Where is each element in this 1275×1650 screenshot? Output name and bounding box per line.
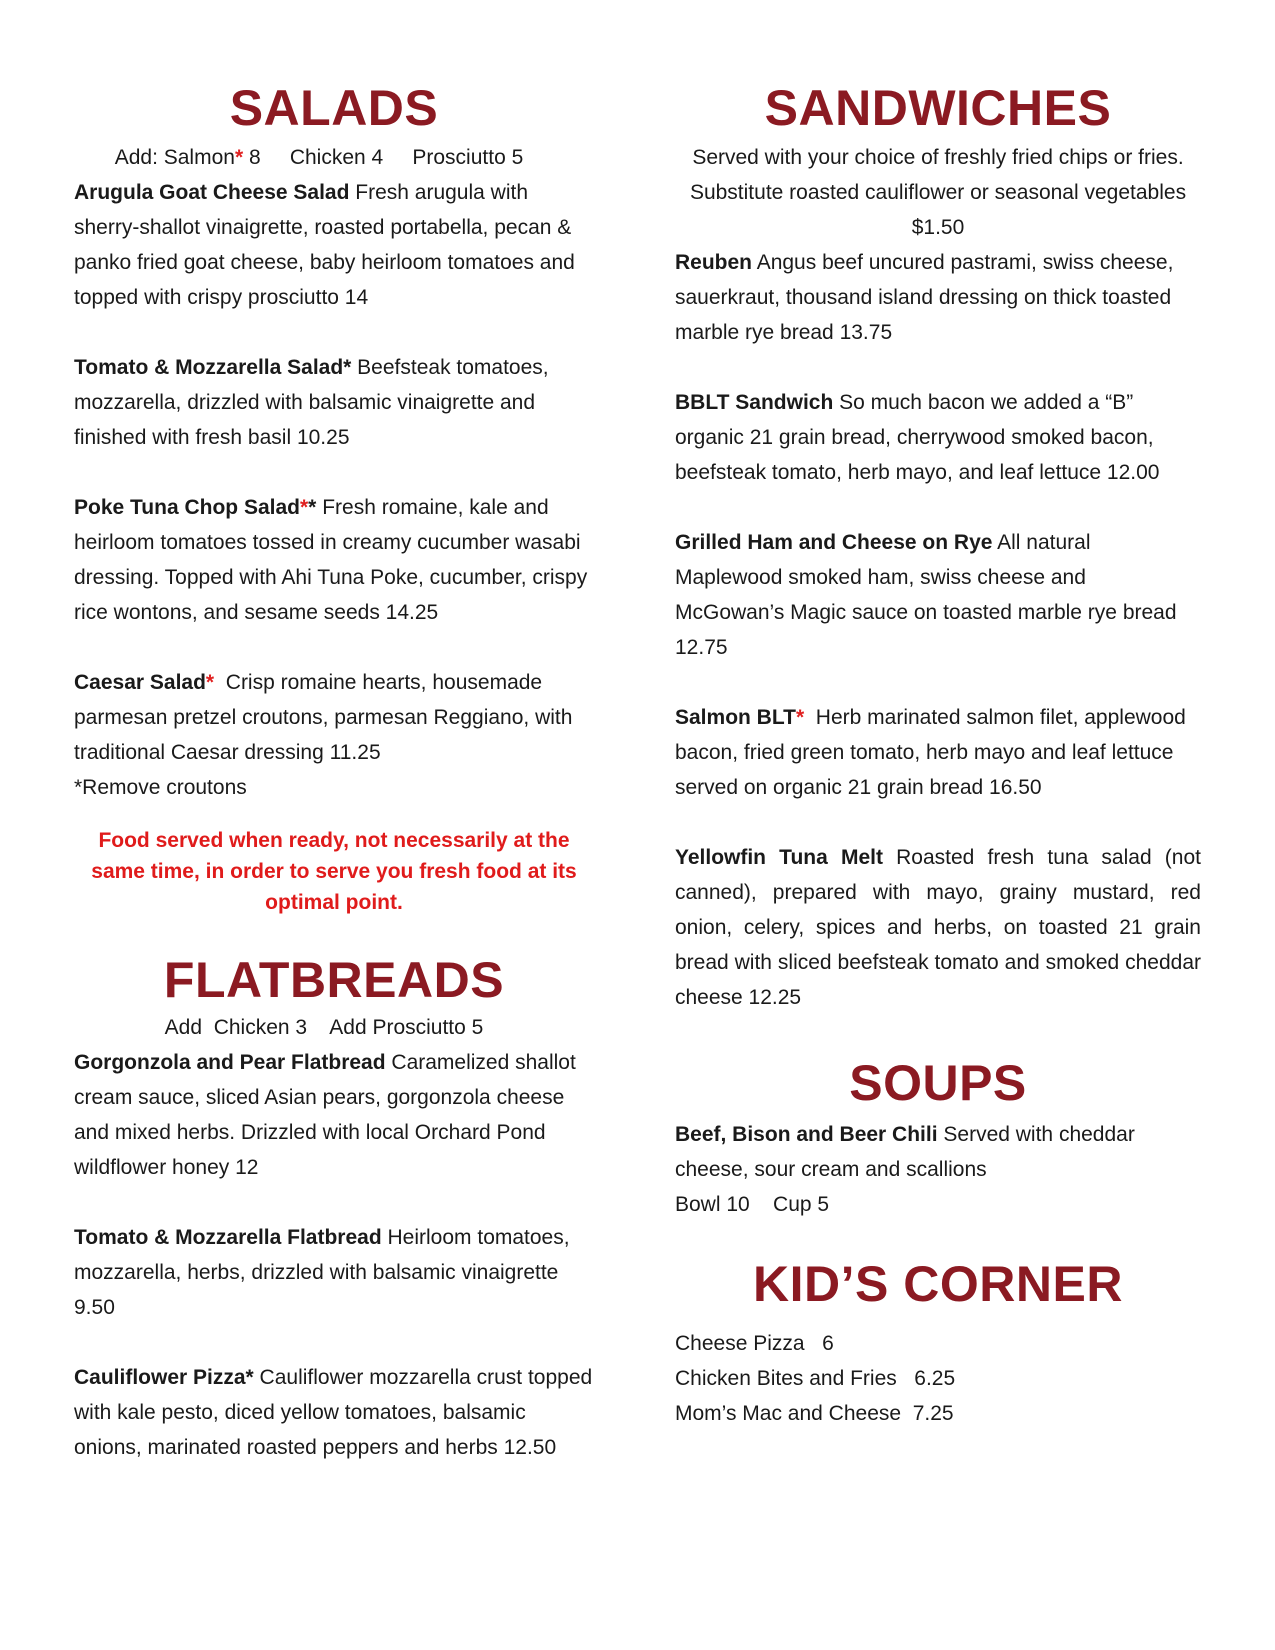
item-description: Served with cheddar cheese, sour cream and scallions bbox=[675, 1123, 1135, 1181]
salads-addons: Add: Salmon* 8 Chicken 4 Prosciutto 5 bbox=[114, 146, 524, 169]
right-column bbox=[675, 0, 1201, 1431]
list-item: Chicken Bites and Fries 6.25 bbox=[675, 1367, 956, 1390]
red-asterisk: * bbox=[205, 671, 215, 694]
item-note: *Remove croutons bbox=[74, 776, 247, 799]
asterisk: * bbox=[308, 496, 317, 519]
item-name: Reuben bbox=[675, 251, 753, 274]
item-description: Angus beef uncured pastrami, swiss cheese, sauerkraut, thousand island dressing on thick toasted marble rye bread 13.75 bbox=[675, 251, 1174, 344]
menu-item bbox=[74, 350, 594, 455]
menu-item bbox=[675, 385, 1201, 490]
menu-item bbox=[675, 700, 1201, 805]
item-description: Herb marinated salmon filet, applewood bacon, fried green tomato, herb mayo and leaf lettuce served on organic 21 grain bread 16.50 bbox=[675, 706, 1192, 799]
item-name: Grilled Ham and Cheese on Rye bbox=[675, 531, 993, 554]
item-name: Salmon BLT bbox=[675, 706, 796, 729]
item-name: Gorgonzola and Pear Flatbread bbox=[74, 1051, 386, 1074]
item-name: Caesar Salad bbox=[74, 671, 206, 694]
item-description: All natural Maplewood smoked ham, swiss cheese and McGowan’s Magic sauce on toasted marble rye bread 12.75 bbox=[675, 531, 1177, 659]
kids-list bbox=[675, 1326, 1201, 1431]
item-name: Arugula Goat Cheese Salad bbox=[74, 181, 350, 204]
left-column bbox=[74, 0, 594, 1500]
item-description: Fresh arugula with sherry-shallot vinaigrette, roasted portabella, pecan & panko fried goat cheese, baby heirloom tomatoes and topped with crispy prosciutto 14 bbox=[74, 181, 575, 309]
item-name: Beef, Bison and Beer Chili bbox=[675, 1123, 938, 1146]
item-description: Heirloom tomatoes, mozzarella, herbs, drizzled with balsamic vinaigrette 9.50 bbox=[74, 1226, 570, 1319]
notice-text: Food served when ready, not necessarily at the same time, in order to serve you fresh food at its optimal point. bbox=[91, 829, 577, 914]
red-asterisk: * bbox=[299, 496, 309, 519]
kids-title: KID’S CORNER bbox=[753, 1256, 1123, 1312]
menu-item bbox=[74, 1360, 594, 1465]
item-description: Crisp romaine hearts, housemade parmesan pretzel croutons, parmesan Reggiano, with traditional Caesar dressing 11.25 bbox=[74, 671, 579, 764]
menu-item bbox=[74, 665, 594, 805]
salads-title: SALADS bbox=[229, 80, 439, 136]
soups-title: SOUPS bbox=[849, 1055, 1027, 1111]
menu-item bbox=[675, 840, 1201, 1015]
item-description: So much bacon we added a “B” organic 21 grain bread, cherrywood smoked bacon, beefsteak tomato, herb mayo, and leaf lettuce 12.00 bbox=[675, 391, 1160, 484]
menu-item bbox=[74, 1045, 594, 1185]
menu-item bbox=[675, 525, 1201, 665]
item-description: Roasted fresh tuna salad (not canned), prepared with mayo, grainy mustard, red onion, celery, spices and herbs, on toasted 21 grain bread with sliced beefsteak tomato and smoked cheddar cheese 12.25 bbox=[675, 846, 1201, 1009]
item-prices: Bowl 10 Cup 5 bbox=[675, 1193, 830, 1216]
flatbreads-addons: Add Chicken 3 Add Prosciutto 5 bbox=[164, 1016, 484, 1039]
item-name: Tomato & Mozzarella Flatbread bbox=[74, 1226, 382, 1249]
item-description: Cauliflower mozzarella crust topped with kale pesto, diced yellow tomatoes, balsamic onions, marinated roasted peppers and herbs 12.50 bbox=[74, 1366, 593, 1459]
item-description: Fresh romaine, kale and heirloom tomatoes tossed in creamy cucumber wasabi dressing. Topped with Ahi Tuna Poke, cucumber, crispy rice wontons, and sesame seeds 14.25 bbox=[74, 496, 588, 624]
item-name: Tomato & Mozzarella Salad* bbox=[74, 356, 352, 379]
item-description: Caramelized shallot cream sauce, sliced Asian pears, gorgonzola cheese and mixed herbs. Drizzled with local Orchard Pond wildflower honey 12 bbox=[74, 1051, 576, 1179]
item-description: Beefsteak tomatoes, mozzarella, drizzled with balsamic vinaigrette and finished with fresh basil 10.25 bbox=[74, 356, 549, 449]
flatbreads-title: FLATBREADS bbox=[163, 952, 505, 1008]
sandwiches-title: SANDWICHES bbox=[764, 80, 1112, 136]
menu-item bbox=[74, 1220, 594, 1325]
list-item: Mom’s Mac and Cheese 7.25 bbox=[675, 1402, 954, 1425]
item-name: BBLT Sandwich bbox=[675, 391, 834, 414]
menu-item bbox=[74, 175, 594, 315]
red-asterisk: * bbox=[795, 706, 805, 729]
item-name: Yellowfin Tuna Melt bbox=[675, 846, 883, 869]
list-item: Cheese Pizza 6 bbox=[675, 1332, 834, 1355]
sandwiches-intro: Served with your choice of freshly fried chips or fries. Substitute roasted cauliflower or seasonal vegetables $1.50 bbox=[689, 146, 1187, 239]
menu-item bbox=[675, 1117, 1201, 1222]
menu-item bbox=[74, 490, 594, 630]
item-name: Cauliflower Pizza* bbox=[74, 1366, 254, 1389]
item-name: Poke Tuna Chop Salad bbox=[74, 496, 300, 519]
menu-item bbox=[675, 245, 1201, 350]
